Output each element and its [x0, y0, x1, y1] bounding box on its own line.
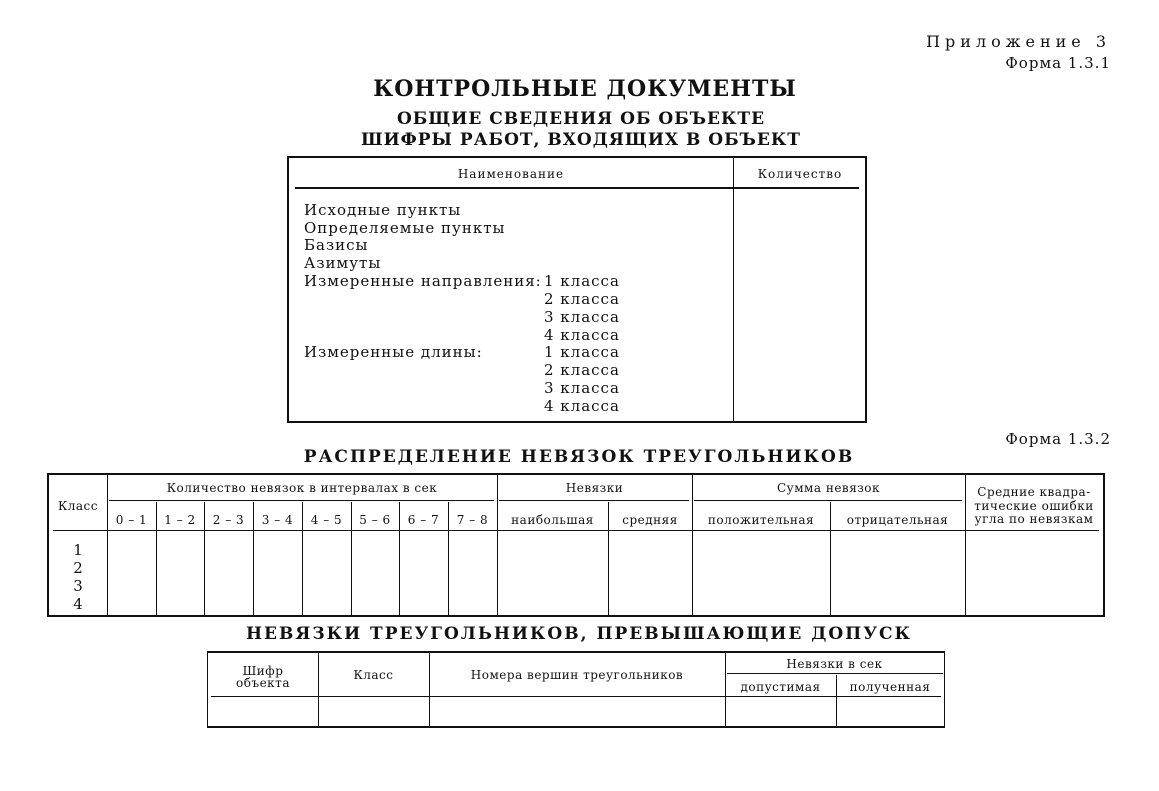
- object-info-table: [287, 156, 867, 423]
- header-divider: [295, 187, 859, 189]
- column-header-code-2: объекта: [236, 676, 290, 690]
- row-lengths-class-3: 3 класса: [544, 379, 620, 397]
- group-header-misclosures-sec: Невязки в сек: [786, 657, 883, 671]
- column-header-obtained: полученная: [849, 680, 931, 694]
- column-header-rms-3: угла по невязкам: [974, 512, 1094, 526]
- column-divider: [692, 475, 693, 615]
- group-divider: [109, 500, 494, 501]
- row-directions-class-4: 4 класса: [544, 326, 620, 344]
- header-divider: [211, 696, 941, 697]
- interval-1-2: 1 – 2: [164, 513, 196, 527]
- column-header-rms-1: Средние квадра-: [977, 485, 1091, 499]
- row-directions-class-3: 3 класса: [544, 308, 620, 326]
- group-header-misclosures: Невязки: [565, 481, 624, 495]
- interval-6-7: 6 – 7: [407, 513, 440, 527]
- class-4: 4: [73, 595, 83, 613]
- column-header-name: Наименование: [457, 167, 565, 181]
- column-header-vertices: Номера вершин треугольников: [470, 668, 684, 682]
- form-number-2: Форма 1.3.2: [1005, 430, 1111, 448]
- row-azimuths: Азимуты: [304, 254, 382, 272]
- group-header-intervals: Количество невязок в интервалах в сек: [166, 481, 438, 495]
- interval-0-1: 0 – 1: [115, 513, 148, 527]
- column-divider: [497, 475, 498, 615]
- group-divider: [727, 673, 943, 674]
- group-divider: [499, 500, 689, 501]
- misclosure-distribution-table: [47, 473, 1105, 617]
- row-lengths-class-2: 2 класса: [544, 361, 620, 379]
- interval-5-6: 5 – 6: [359, 513, 391, 527]
- section-title-general: ОБЩИЕ СВЕДЕНИЯ ОБ ОБЪЕКТЕ: [396, 109, 766, 129]
- row-directions-class-1: 1 класса: [544, 272, 620, 290]
- interval-4-5: 4 – 5: [310, 513, 343, 527]
- group-header-sum: Сумма невязок: [776, 481, 881, 495]
- exceeding-misclosures-table: [207, 651, 945, 728]
- section-title-codes: ШИФРЫ РАБОТ, ВХОДЯЩИХ В ОБЪЕКТ: [361, 130, 801, 150]
- column-header-code-1: Шифр: [242, 664, 284, 678]
- class-3: 3: [73, 577, 83, 595]
- row-directions: Измеренные направления:: [304, 272, 542, 290]
- row-lengths-class-1: 1 класса: [544, 343, 620, 361]
- column-header-largest: наибольшая: [511, 513, 594, 527]
- interval-7-8: 7 – 8: [456, 513, 489, 527]
- column-divider: [733, 158, 734, 421]
- column-header-average: средняя: [622, 513, 678, 527]
- column-divider: [318, 653, 319, 726]
- interval-2-3: 2 – 3: [212, 513, 245, 527]
- column-header-negative: отрицательная: [846, 513, 949, 527]
- column-header-positive: положительная: [707, 513, 815, 527]
- page-title: КОНТРОЛЬНЫЕ ДОКУМЕНТЫ: [373, 76, 797, 102]
- row-determined-points: Определяемые пункты: [304, 219, 506, 237]
- class-2: 2: [73, 559, 83, 577]
- header-divider: [53, 530, 1099, 531]
- column-divider: [429, 653, 430, 726]
- row-lengths: Измеренные длины:: [304, 343, 483, 361]
- column-header-class: Класс: [353, 668, 394, 682]
- group-divider: [694, 500, 962, 501]
- column-divider: [107, 475, 108, 615]
- appendix-label: Приложение 3: [926, 32, 1111, 51]
- section-title-distribution: РАСПРЕДЕЛЕНИЕ НЕВЯЗОК ТРЕУГОЛЬНИКОВ: [303, 447, 855, 467]
- row-directions-class-2: 2 класса: [544, 290, 620, 308]
- column-header-rms-2: тические ошибки: [974, 499, 1094, 513]
- section-title-exceeding: НЕВЯЗКИ ТРЕУГОЛЬНИКОВ, ПРЕВЫШАЮЩИЕ ДОПУСК: [245, 624, 913, 644]
- row-lengths-class-4: 4 класса: [544, 397, 620, 415]
- row-initial-points: Исходные пункты: [304, 201, 462, 219]
- column-header-quantity: Количество: [757, 167, 843, 181]
- form-number-1: Форма 1.3.1: [1005, 54, 1111, 72]
- class-1: 1: [73, 541, 83, 559]
- interval-3-4: 3 – 4: [261, 513, 294, 527]
- column-header-class: Класс: [57, 499, 98, 513]
- column-header-allowed: допустимая: [740, 680, 821, 694]
- row-bases: Базисы: [304, 236, 369, 254]
